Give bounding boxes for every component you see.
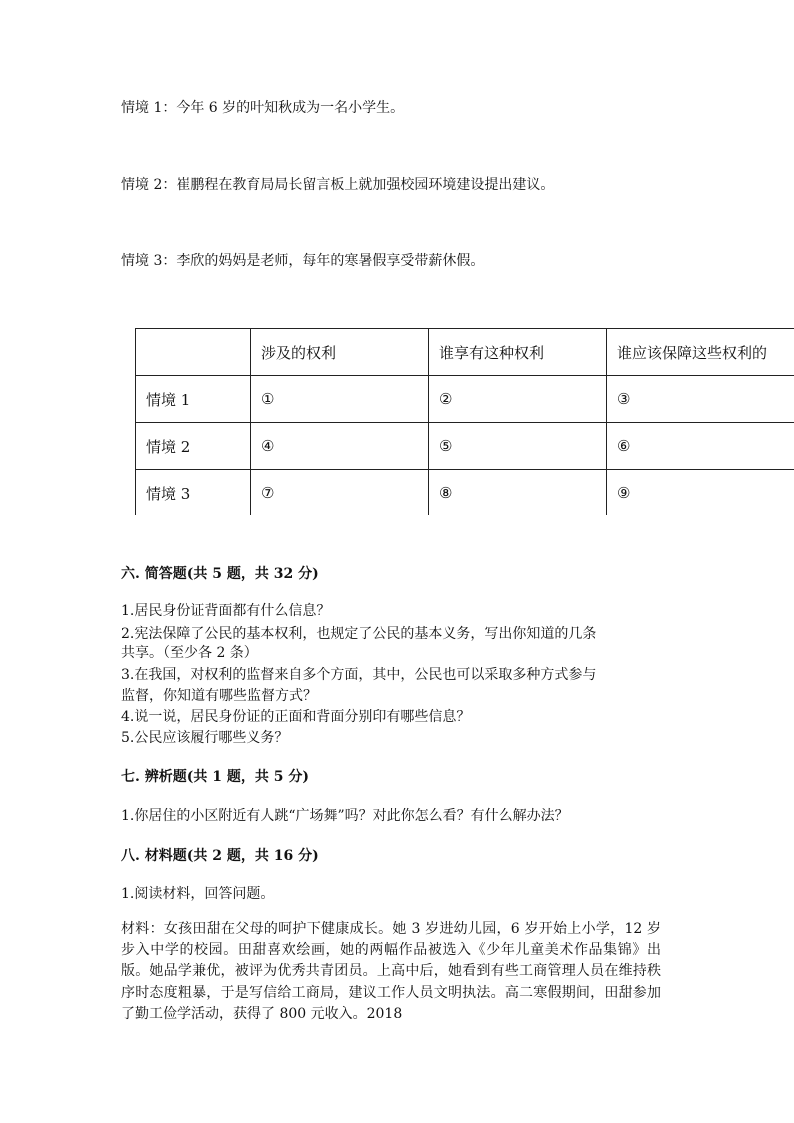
table-header-cell: 涉及的权利 <box>251 329 429 376</box>
table-cell: ③ <box>607 376 794 423</box>
scenario-1: 情境 1：今年 6 岁的叶知秋成为一名小学生。 <box>121 100 405 116</box>
scenario-3: 情境 3：李欣的妈妈是老师，每年的寒暑假享受带薪休假。 <box>121 253 485 269</box>
table-header-cell: 谁应该保障这些权利的 <box>607 329 794 376</box>
section-7-heading: 七. 辨析题(共 1 题，共 5 分) <box>121 769 309 785</box>
material-paragraph: 材料：女孩田甜在父母的呵护下健康成长。她 3 岁进幼儿园，6 岁开始上小学，12 岁步入中学的校园。田甜喜欢绘画，她的两幅作品被选入《少年儿童美术作品集锦》出版。她品学兼优，被评为优秀共青团员。上高中后，她看到有些工商管理人员在维持秩序时态度粗暴，于是写信给工商局，建议工作人员文明执法。高二寒假期间，田甜参加了勤工俭学活动，获得了 800 元收入。2018 <box>121 921 661 1022</box>
question-7-1: 1.你居住的小区附近有人跳“广场舞”吗？对此你怎么看？有什么解办法？ <box>121 808 569 824</box>
table-row <box>136 423 794 470</box>
table-cell: ② <box>429 376 607 423</box>
table-row <box>136 470 794 516</box>
table-cell: 情境 1 <box>136 376 251 423</box>
question-6-1: 1.居民身份证背面都有什么信息？ <box>121 603 331 619</box>
section-6-heading: 六. 简答题(共 5 题，共 32 分) <box>121 566 319 582</box>
rights-table <box>135 328 794 515</box>
table-cell: ⑦ <box>251 470 429 516</box>
table-cell: ⑧ <box>429 470 607 516</box>
table-cell: ⑤ <box>429 423 607 470</box>
table-cell: ⑥ <box>607 423 794 470</box>
question-8-1: 1.阅读材料，回答问题。 <box>121 886 275 902</box>
table-header-cell <box>136 329 251 376</box>
section-8-heading: 八. 材料题(共 2 题，共 16 分) <box>121 848 319 864</box>
question-6-3: 3.在我国，对权利的监督来自多个方面，其中，公民也可以采取多种方式参与 <box>121 667 597 683</box>
table-cell: ① <box>251 376 429 423</box>
question-6-2: 2.宪法保障了公民的基本权利，也规定了公民的基本义务，写出你知道的几条 <box>121 626 597 642</box>
question-6-3-continued: 监督，你知道有哪些监督方式？ <box>121 688 317 704</box>
question-6-5: 5.公民应该履行哪些义务？ <box>121 730 289 746</box>
table-cell: 情境 3 <box>136 470 251 516</box>
question-6-4: 4.说一说，居民身份证的正面和背面分别印有哪些信息？ <box>121 709 471 725</box>
table-cell: 情境 2 <box>136 423 251 470</box>
table-cell: ⑨ <box>607 470 794 516</box>
table-header-cell: 谁享有这种权利 <box>429 329 607 376</box>
table-header-row <box>136 329 794 376</box>
table-cell: ④ <box>251 423 429 470</box>
question-6-2-continued: 共享。（至少各 2 条） <box>121 645 258 661</box>
scenario-2: 情境 2：崔鹏程在教育局局长留言板上就加强校园环境建设提出建议。 <box>121 177 555 193</box>
table-row <box>136 376 794 423</box>
